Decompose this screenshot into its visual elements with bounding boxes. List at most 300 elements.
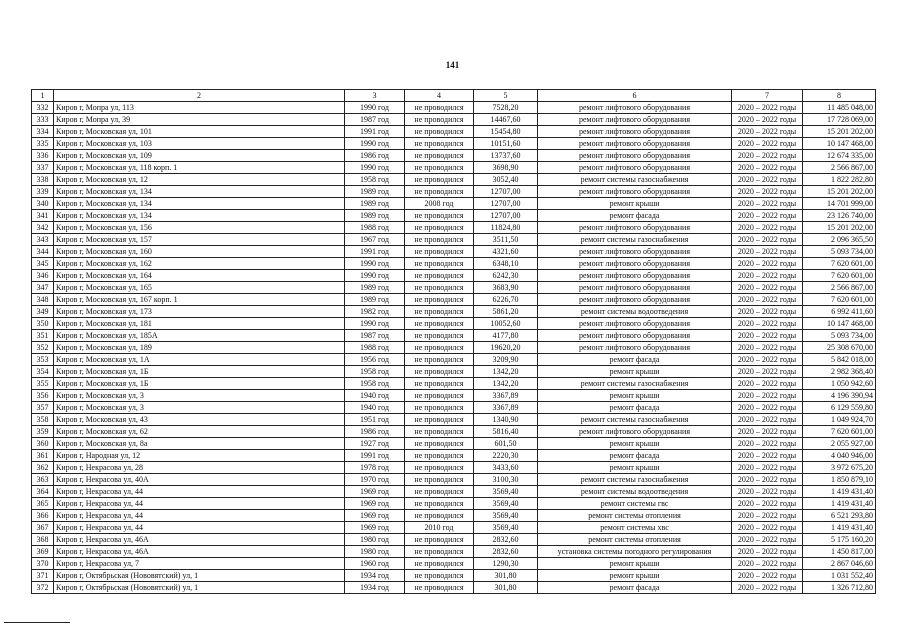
row-number: 366 (32, 510, 54, 522)
cost-cell: 7 620 601,00 (803, 258, 876, 270)
work-type-cell: ремонт системы газоснабжения (538, 474, 732, 486)
work-type-cell: ремонт крыши (538, 438, 732, 450)
table-row (32, 402, 876, 414)
cost-cell: 2 566 867,00 (803, 162, 876, 174)
address-cell: Киров г, Московская ул, 173 (54, 306, 345, 318)
row-number: 337 (32, 162, 54, 174)
address-cell: Киров г, Московская ул, 8а (54, 438, 345, 450)
work-type-cell: ремонт крыши (538, 462, 732, 474)
period-cell: 2020 – 2022 годы (732, 138, 803, 150)
cost-cell: 1 419 431,40 (803, 486, 876, 498)
year-built-cell: 1990 год (345, 258, 405, 270)
table-row (32, 186, 876, 198)
area-cell: 3683,90 (474, 282, 538, 294)
period-cell: 2020 – 2022 годы (732, 210, 803, 222)
address-cell: Киров г, Московская ул, 164 (54, 270, 345, 282)
table-body (32, 90, 876, 594)
period-cell: 2020 – 2022 годы (732, 558, 803, 570)
address-cell: Киров г, Некрасова ул, 44 (54, 486, 345, 498)
last-repair-cell: не проводился (405, 570, 474, 582)
cost-cell: 15 201 202,00 (803, 222, 876, 234)
year-built-cell: 1989 год (345, 294, 405, 306)
cost-cell: 25 308 670,00 (803, 342, 876, 354)
work-type-cell: ремонт лифтового оборудования (538, 318, 732, 330)
table-row (32, 294, 876, 306)
table-row (32, 558, 876, 570)
last-repair-cell: не проводился (405, 258, 474, 270)
year-built-cell: 1991 год (345, 450, 405, 462)
work-type-cell: установка системы погодного регулирования (538, 546, 732, 558)
year-built-cell: 1978 год (345, 462, 405, 474)
address-cell: Киров г, Московская ул, 1Б (54, 366, 345, 378)
row-number: 352 (32, 342, 54, 354)
cost-cell: 1 419 431,40 (803, 522, 876, 534)
cost-cell: 2 566 867,00 (803, 282, 876, 294)
last-repair-cell: не проводился (405, 378, 474, 390)
address-cell: Киров г, Некрасова ул, 44 (54, 498, 345, 510)
cost-cell: 10 147 468,00 (803, 318, 876, 330)
last-repair-cell: не проводился (405, 126, 474, 138)
work-type-cell: ремонт крыши (538, 558, 732, 570)
table-row (32, 234, 876, 246)
cost-cell: 1 326 712,80 (803, 582, 876, 594)
last-repair-cell: не проводился (405, 174, 474, 186)
address-cell: Киров г, Некрасова ул, 28 (54, 462, 345, 474)
last-repair-cell: не проводился (405, 114, 474, 126)
cost-cell: 12 674 335,00 (803, 150, 876, 162)
year-built-cell: 1988 год (345, 222, 405, 234)
column-address-header: 2 (54, 90, 345, 102)
year-built-cell: 1986 год (345, 426, 405, 438)
cost-cell: 2 982 368,40 (803, 366, 876, 378)
period-cell: 2020 – 2022 годы (732, 258, 803, 270)
work-type-cell: ремонт лифтового оборудования (538, 102, 732, 114)
area-cell: 13737,60 (474, 150, 538, 162)
table-row (32, 366, 876, 378)
cost-cell: 23 126 740,00 (803, 210, 876, 222)
area-cell: 6242,30 (474, 270, 538, 282)
period-cell: 2020 – 2022 годы (732, 342, 803, 354)
cost-cell: 2 055 927,00 (803, 438, 876, 450)
address-cell: Киров г, Московская ул, 134 (54, 186, 345, 198)
cost-cell: 6 992 411,60 (803, 306, 876, 318)
period-cell: 2020 – 2022 годы (732, 402, 803, 414)
area-cell: 601,50 (474, 438, 538, 450)
work-type-cell: ремонт лифтового оборудования (538, 162, 732, 174)
period-cell: 2020 – 2022 годы (732, 294, 803, 306)
row-number: 354 (32, 366, 54, 378)
area-cell: 3698,90 (474, 162, 538, 174)
work-type-cell: ремонт системы водоотведения (538, 306, 732, 318)
address-cell: Киров г, Московская ул, 43 (54, 414, 345, 426)
last-repair-cell: не проводился (405, 510, 474, 522)
row-number: 351 (32, 330, 54, 342)
row-number: 343 (32, 234, 54, 246)
cost-cell: 5 842 018,00 (803, 354, 876, 366)
year-built-cell: 1991 год (345, 126, 405, 138)
cost-cell: 10 147 468,00 (803, 138, 876, 150)
row-number: 342 (32, 222, 54, 234)
cost-cell: 4 196 390,94 (803, 390, 876, 402)
last-repair-cell: не проводился (405, 318, 474, 330)
area-cell: 1342,20 (474, 378, 538, 390)
last-repair-cell: не проводился (405, 306, 474, 318)
address-cell: Киров г, Некрасова ул, 44 (54, 522, 345, 534)
cost-cell: 1 822 282,80 (803, 174, 876, 186)
table-row (32, 510, 876, 522)
address-cell: Киров г, Некрасова ул, 44 (54, 510, 345, 522)
table-row (32, 222, 876, 234)
cost-cell: 7 620 601,00 (803, 270, 876, 282)
period-cell: 2020 – 2022 годы (732, 474, 803, 486)
cost-cell: 7 620 601,00 (803, 294, 876, 306)
footnote-divider (4, 622, 70, 623)
last-repair-cell: не проводился (405, 270, 474, 282)
row-number: 367 (32, 522, 54, 534)
period-cell: 2020 – 2022 годы (732, 414, 803, 426)
area-cell: 10151,60 (474, 138, 538, 150)
row-number: 347 (32, 282, 54, 294)
work-type-cell: ремонт лифтового оборудования (538, 330, 732, 342)
capital-repair-table (31, 89, 876, 594)
period-cell: 2020 – 2022 годы (732, 498, 803, 510)
cost-cell: 1 031 552,40 (803, 570, 876, 582)
year-built-cell: 1956 год (345, 354, 405, 366)
row-number: 345 (32, 258, 54, 270)
period-cell: 2020 – 2022 годы (732, 426, 803, 438)
area-cell: 301,80 (474, 582, 538, 594)
year-built-cell: 1967 год (345, 234, 405, 246)
last-repair-cell: не проводился (405, 294, 474, 306)
column-year-built-header: 3 (345, 90, 405, 102)
row-number: 360 (32, 438, 54, 450)
address-cell: Киров г, Мопра ул, 39 (54, 114, 345, 126)
cost-cell: 14 701 999,00 (803, 198, 876, 210)
cost-cell: 5 175 160,20 (803, 534, 876, 546)
work-type-cell: ремонт системы хвс (538, 522, 732, 534)
row-number: 358 (32, 414, 54, 426)
year-built-cell: 1980 год (345, 534, 405, 546)
work-type-cell: ремонт крыши (538, 390, 732, 402)
address-cell: Киров г, Московская ул, 157 (54, 234, 345, 246)
cost-cell: 17 728 069,00 (803, 114, 876, 126)
period-cell: 2020 – 2022 годы (732, 582, 803, 594)
last-repair-cell: не проводился (405, 354, 474, 366)
row-number: 332 (32, 102, 54, 114)
year-built-cell: 1989 год (345, 210, 405, 222)
row-number: 369 (32, 546, 54, 558)
year-built-cell: 1989 год (345, 198, 405, 210)
area-cell: 1340,90 (474, 414, 538, 426)
row-number: 359 (32, 426, 54, 438)
area-cell: 2220,30 (474, 450, 538, 462)
cost-cell: 1 450 817,00 (803, 546, 876, 558)
row-number: 333 (32, 114, 54, 126)
address-cell: Киров г, Народная ул, 12 (54, 450, 345, 462)
address-cell: Киров г, Московская ул, 181 (54, 318, 345, 330)
table-row (32, 450, 876, 462)
period-cell: 2020 – 2022 годы (732, 546, 803, 558)
row-number: 348 (32, 294, 54, 306)
cost-cell: 6 521 293,80 (803, 510, 876, 522)
period-cell: 2020 – 2022 годы (732, 534, 803, 546)
period-cell: 2020 – 2022 годы (732, 438, 803, 450)
table-row (32, 570, 876, 582)
period-cell: 2020 – 2022 годы (732, 198, 803, 210)
table-row (32, 438, 876, 450)
year-built-cell: 1990 год (345, 138, 405, 150)
last-repair-cell: не проводился (405, 438, 474, 450)
last-repair-cell: не проводился (405, 186, 474, 198)
address-cell: Киров г, Некрасова ул, 46А (54, 546, 345, 558)
year-built-cell: 1951 год (345, 414, 405, 426)
area-cell: 1290,30 (474, 558, 538, 570)
last-repair-cell: не проводился (405, 486, 474, 498)
last-repair-cell: не проводился (405, 558, 474, 570)
last-repair-cell: не проводился (405, 450, 474, 462)
cost-cell: 1 850 879,10 (803, 474, 876, 486)
area-cell: 5816,40 (474, 426, 538, 438)
work-type-cell: ремонт фасада (538, 210, 732, 222)
area-cell: 14467,60 (474, 114, 538, 126)
period-cell: 2020 – 2022 годы (732, 330, 803, 342)
period-cell: 2020 – 2022 годы (732, 510, 803, 522)
table-row (32, 390, 876, 402)
period-cell: 2020 – 2022 годы (732, 282, 803, 294)
work-type-cell: ремонт системы газоснабжения (538, 414, 732, 426)
work-type-cell: ремонт системы отопления (538, 534, 732, 546)
area-cell: 3367,89 (474, 402, 538, 414)
row-number: 362 (32, 462, 54, 474)
row-number: 364 (32, 486, 54, 498)
year-built-cell: 1990 год (345, 318, 405, 330)
work-type-cell: ремонт системы гвс (538, 498, 732, 510)
table-row (32, 306, 876, 318)
work-type-cell: ремонт фасада (538, 354, 732, 366)
cost-cell: 1 050 942,60 (803, 378, 876, 390)
row-number: 368 (32, 534, 54, 546)
work-type-cell: ремонт системы отопления (538, 510, 732, 522)
cost-cell: 1 419 431,40 (803, 498, 876, 510)
table-row (32, 150, 876, 162)
address-cell: Киров г, Московская ул, 1А (54, 354, 345, 366)
row-number: 361 (32, 450, 54, 462)
year-built-cell: 1987 год (345, 330, 405, 342)
cost-cell: 5 093 734,00 (803, 246, 876, 258)
last-repair-cell: не проводился (405, 414, 474, 426)
last-repair-cell: не проводился (405, 390, 474, 402)
period-cell: 2020 – 2022 годы (732, 162, 803, 174)
work-type-cell: ремонт лифтового оборудования (538, 342, 732, 354)
year-built-cell: 1960 год (345, 558, 405, 570)
table-row (32, 162, 876, 174)
work-type-cell: ремонт лифтового оборудования (538, 270, 732, 282)
address-cell: Киров г, Московская ул, 118 корп. 1 (54, 162, 345, 174)
address-cell: Киров г, Московская ул, 1Б (54, 378, 345, 390)
year-built-cell: 1958 год (345, 174, 405, 186)
table-row (32, 342, 876, 354)
table-row (32, 498, 876, 510)
address-cell: Киров г, Октябрьская (Нововятский) ул, 1 (54, 582, 345, 594)
cost-cell: 2 867 046,60 (803, 558, 876, 570)
area-cell: 5861,20 (474, 306, 538, 318)
area-cell: 1342,20 (474, 366, 538, 378)
address-cell: Киров г, Некрасова ул, 7 (54, 558, 345, 570)
last-repair-cell: не проводился (405, 210, 474, 222)
area-cell: 6226,70 (474, 294, 538, 306)
work-type-cell: ремонт крыши (538, 198, 732, 210)
year-built-cell: 1934 год (345, 582, 405, 594)
area-cell: 3209,90 (474, 354, 538, 366)
period-cell: 2020 – 2022 годы (732, 486, 803, 498)
cost-cell: 2 096 365,50 (803, 234, 876, 246)
year-built-cell: 1969 год (345, 522, 405, 534)
table-row (32, 330, 876, 342)
row-number: 336 (32, 150, 54, 162)
table-row (32, 270, 876, 282)
area-cell: 3100,30 (474, 474, 538, 486)
last-repair-cell: не проводился (405, 246, 474, 258)
address-cell: Киров г, Московская ул, 134 (54, 210, 345, 222)
table-row (32, 246, 876, 258)
page-number: 141 (445, 60, 460, 70)
period-cell: 2020 – 2022 годы (732, 126, 803, 138)
area-cell: 4321,60 (474, 246, 538, 258)
period-cell: 2020 – 2022 годы (732, 102, 803, 114)
period-cell: 2020 – 2022 годы (732, 378, 803, 390)
row-number: 339 (32, 186, 54, 198)
period-cell: 2020 – 2022 годы (732, 270, 803, 282)
area-cell: 3569,40 (474, 510, 538, 522)
last-repair-cell: не проводился (405, 582, 474, 594)
row-number: 372 (32, 582, 54, 594)
year-built-cell: 1988 год (345, 342, 405, 354)
address-cell: Киров г, Некрасова ул, 46А (54, 534, 345, 546)
row-number: 356 (32, 390, 54, 402)
year-built-cell: 1990 год (345, 270, 405, 282)
column-work-type-header: 6 (538, 90, 732, 102)
table-row (32, 138, 876, 150)
year-built-cell: 1940 год (345, 402, 405, 414)
work-type-cell: ремонт лифтового оборудования (538, 222, 732, 234)
address-cell: Киров г, Московская ул, 162 (54, 258, 345, 270)
table-row (32, 534, 876, 546)
table-row (32, 474, 876, 486)
row-number: 355 (32, 378, 54, 390)
table-row (32, 174, 876, 186)
address-cell: Киров г, Московская ул, 103 (54, 138, 345, 150)
area-cell: 12707,00 (474, 198, 538, 210)
address-cell: Киров г, Московская ул, 62 (54, 426, 345, 438)
year-built-cell: 1969 год (345, 486, 405, 498)
row-number: 334 (32, 126, 54, 138)
year-built-cell: 1969 год (345, 498, 405, 510)
year-built-cell: 1958 год (345, 366, 405, 378)
row-number: 344 (32, 246, 54, 258)
last-repair-cell: не проводился (405, 498, 474, 510)
period-cell: 2020 – 2022 годы (732, 246, 803, 258)
work-type-cell: ремонт лифтового оборудования (538, 114, 732, 126)
cost-cell: 15 201 202,00 (803, 126, 876, 138)
last-repair-cell: не проводился (405, 162, 474, 174)
area-cell: 12707,00 (474, 210, 538, 222)
work-type-cell: ремонт системы газоснабжения (538, 234, 732, 246)
work-type-cell: ремонт крыши (538, 570, 732, 582)
period-cell: 2020 – 2022 годы (732, 462, 803, 474)
year-built-cell: 1969 год (345, 510, 405, 522)
table-row (32, 462, 876, 474)
year-built-cell: 1982 год (345, 306, 405, 318)
period-cell: 2020 – 2022 годы (732, 354, 803, 366)
work-type-cell: ремонт системы газоснабжения (538, 378, 732, 390)
work-type-cell: ремонт лифтового оборудования (538, 294, 732, 306)
area-cell: 3052,40 (474, 174, 538, 186)
cost-cell: 1 049 924,70 (803, 414, 876, 426)
cost-cell: 4 040 946,00 (803, 450, 876, 462)
period-cell: 2020 – 2022 годы (732, 450, 803, 462)
address-cell: Киров г, Московская ул, 185А (54, 330, 345, 342)
cost-cell: 7 620 601,00 (803, 426, 876, 438)
address-cell: Киров г, Московская ул, 160 (54, 246, 345, 258)
year-built-cell: 1989 год (345, 282, 405, 294)
table-row (32, 210, 876, 222)
year-built-cell: 1934 год (345, 570, 405, 582)
table-row (32, 522, 876, 534)
table-row (32, 102, 876, 114)
table-row (32, 354, 876, 366)
address-cell: Киров г, Московская ул, 101 (54, 126, 345, 138)
table-row (32, 282, 876, 294)
address-cell: Киров г, Московская ул, 156 (54, 222, 345, 234)
last-repair-cell: 2008 год (405, 198, 474, 210)
row-number: 340 (32, 198, 54, 210)
address-cell: Киров г, Некрасова ул, 40А (54, 474, 345, 486)
last-repair-cell: не проводился (405, 342, 474, 354)
area-cell: 2832,60 (474, 534, 538, 546)
address-cell: Киров г, Московская ул, 12 (54, 174, 345, 186)
table-row (32, 198, 876, 210)
area-cell: 7528,20 (474, 102, 538, 114)
last-repair-cell: 2010 год (405, 522, 474, 534)
area-cell: 4177,80 (474, 330, 538, 342)
address-cell: Киров г, Мопра ул, 113 (54, 102, 345, 114)
area-cell: 6348,10 (474, 258, 538, 270)
year-built-cell: 1980 год (345, 546, 405, 558)
last-repair-cell: не проводился (405, 426, 474, 438)
row-number: 353 (32, 354, 54, 366)
period-cell: 2020 – 2022 годы (732, 306, 803, 318)
table-row (32, 126, 876, 138)
column-number-header: 1 (32, 90, 54, 102)
cost-cell: 6 129 559,80 (803, 402, 876, 414)
work-type-cell: ремонт крыши (538, 366, 732, 378)
row-number: 357 (32, 402, 54, 414)
cost-cell: 5 093 734,00 (803, 330, 876, 342)
table-row (32, 414, 876, 426)
area-cell: 12707,00 (474, 186, 538, 198)
last-repair-cell: не проводился (405, 282, 474, 294)
area-cell: 11824,80 (474, 222, 538, 234)
table-header-row (32, 90, 876, 102)
address-cell: Киров г, Московская ул, 167 корп. 1 (54, 294, 345, 306)
last-repair-cell: не проводился (405, 330, 474, 342)
table-row (32, 114, 876, 126)
cost-cell: 15 201 202,00 (803, 186, 876, 198)
last-repair-cell: не проводился (405, 546, 474, 558)
table-row (32, 318, 876, 330)
work-type-cell: ремонт фасада (538, 450, 732, 462)
last-repair-cell: не проводился (405, 138, 474, 150)
